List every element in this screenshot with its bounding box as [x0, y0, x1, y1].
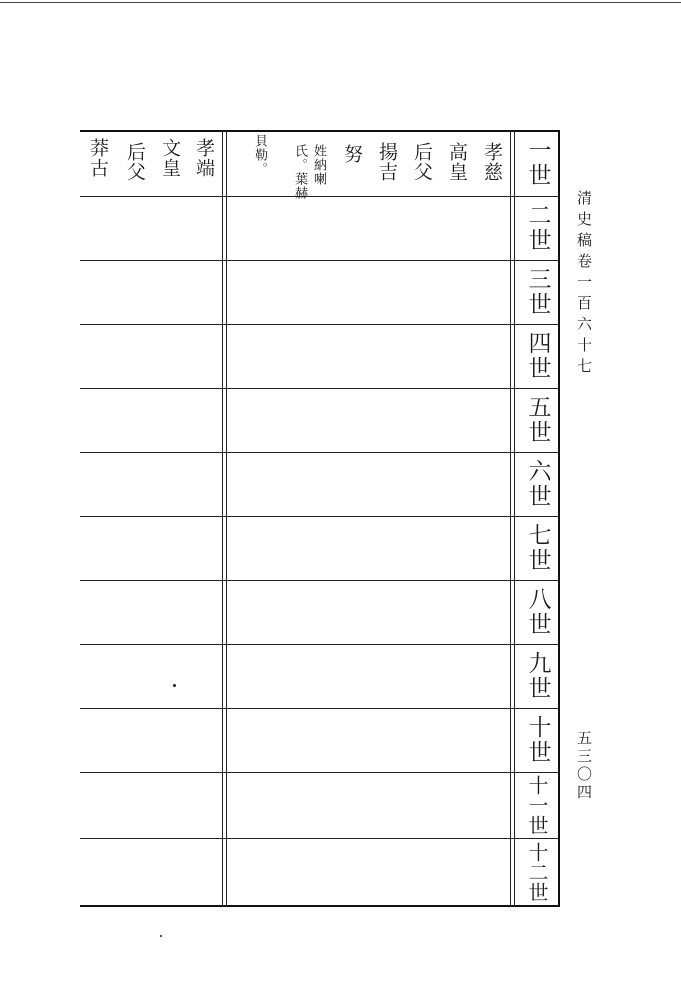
entry-xiaoci: 孝慈	[481, 142, 503, 182]
row-divider	[80, 708, 558, 709]
row-divider	[80, 644, 558, 645]
generation-label	[516, 772, 558, 838]
generation-label-text: 四世	[524, 331, 551, 381]
table-right-border	[558, 130, 560, 907]
generation-label	[516, 580, 558, 644]
generation-label-text: 二世	[524, 203, 551, 253]
ink-speck	[160, 935, 162, 937]
generation-label-text: 七世	[524, 523, 551, 573]
note-surname-3: 貝勒。	[252, 134, 267, 176]
generation-label	[516, 516, 558, 580]
entry-houfu-side: 后父	[124, 142, 146, 182]
entry-gaohuang: 高皇	[446, 142, 468, 182]
generation-label	[516, 260, 558, 324]
generation-label-text: 一世	[524, 138, 551, 188]
row-divider	[80, 516, 558, 517]
generation-label	[516, 644, 558, 708]
generation-label-text: 八世	[524, 587, 551, 637]
entry-yangji: 揚吉	[376, 142, 398, 182]
row-divider	[80, 388, 558, 389]
row-divider	[80, 196, 558, 197]
generation-label-text: 十二世	[525, 841, 549, 902]
generation-label	[516, 838, 558, 905]
row-divider	[80, 452, 558, 453]
row-divider	[80, 772, 558, 773]
person-column-divider	[226, 130, 227, 907]
row-divider	[80, 260, 558, 261]
person-column-divider-inner	[222, 130, 223, 907]
note-surname-2: 氏。葉赫	[292, 144, 307, 200]
generation-label	[516, 196, 558, 260]
generation-label-text: 十世	[524, 715, 551, 765]
generation-column-divider	[514, 130, 515, 907]
note-surname-1: 姓納喇	[311, 144, 326, 186]
row-divider	[80, 324, 558, 325]
entry-xiaoduan: 孝端	[193, 138, 215, 178]
generation-label	[516, 130, 558, 196]
entry-nu: 努	[341, 144, 363, 164]
generation-label	[516, 324, 558, 388]
page-number: 五三〇四	[575, 730, 593, 802]
generation-label	[516, 708, 558, 772]
entry-houfu: 后父	[411, 142, 433, 182]
generation-label-text: 六世	[524, 459, 551, 509]
generation-label-text: 五世	[524, 395, 551, 445]
generation-label-text: 十一世	[525, 775, 549, 835]
generation-label	[516, 388, 558, 452]
generation-label	[516, 452, 558, 516]
top-border	[0, 2, 681, 3]
table-top-border	[80, 130, 560, 132]
genealogy-table	[80, 130, 560, 907]
row-divider	[80, 580, 558, 581]
entry-wenhuang: 文皇	[159, 138, 181, 178]
generation-label-text: 三世	[524, 267, 551, 317]
entry-manggu: 莽古	[87, 138, 109, 178]
table-bottom-border	[80, 905, 560, 907]
row-divider	[80, 838, 558, 839]
ink-speck	[173, 684, 176, 687]
generation-column-divider-inner	[510, 130, 511, 907]
generation-label-text: 九世	[524, 651, 551, 701]
running-head-title: 清史稿卷一百六十七	[575, 190, 593, 379]
